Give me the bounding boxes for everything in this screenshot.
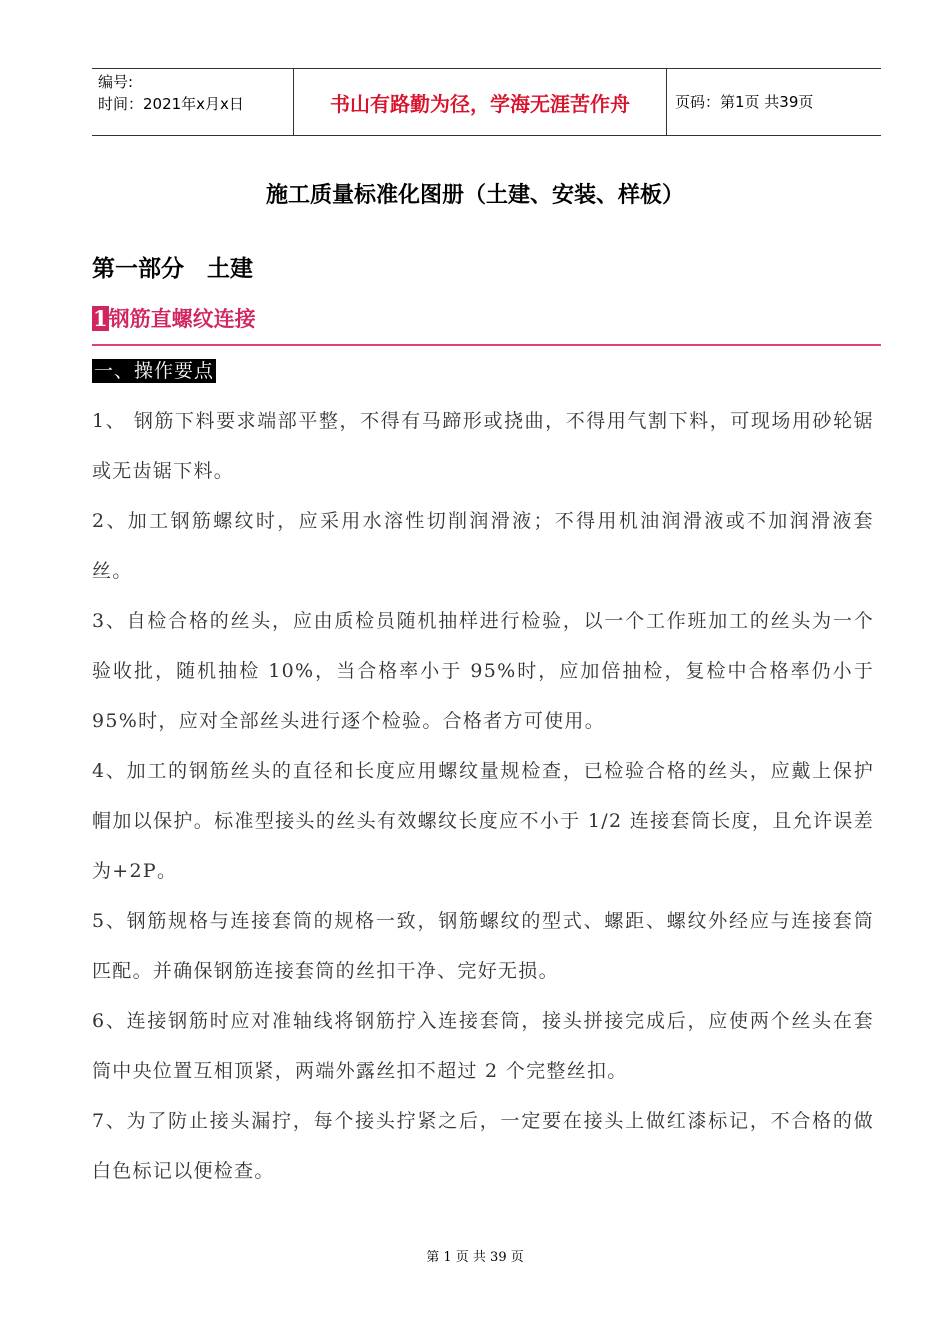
motto: 书山有路勤为径，学海无涯苦作舟	[293, 69, 667, 135]
header-meta	[98, 71, 294, 115]
section-heading	[92, 303, 881, 346]
paragraph: 4、加工的钢筋丝头的直径和长度应用螺纹量规检查，已检验合格的丝头，应戴上保护帽加以保护。标准型接头的丝头有效螺纹长度应不小于 1/2 连接套筒长度，且允许误差为+2P。	[92, 760, 874, 882]
time-label: 时间：2021年x月x日	[98, 95, 244, 113]
paragraph: 7、为了防止接头漏拧，每个接头拧紧之后，一定要在接头上做红漆标记，不合格的做白色标记以便检查。	[92, 1110, 874, 1182]
subheading: 一、操作要点	[94, 360, 215, 382]
paragraph: 1、 钢筋下料要求端部平整，不得有马蹄形或挠曲，不得用气割下料，可现场用砂轮锯或无齿锯下料。	[92, 410, 874, 482]
paragraph: 5、钢筋规格与连接套筒的规格一致，钢筋螺纹的型式、螺距、螺纹外经应与连接套筒匹配。并确保钢筋连接套筒的丝扣干净、完好无损。	[92, 910, 874, 982]
page-label: 页码：第1页 共39页	[675, 93, 814, 111]
paragraph: 2、加工钢筋螺纹时，应采用水溶性切削润滑液；不得用机油润滑液或不加润滑液套丝。	[92, 510, 874, 582]
paragraph: 3、自检合格的丝头，应由质检员随机抽样进行检验，以一个工作班加工的丝头为一个验收批，随机抽检 10%，当合格率小于 95%时，应加倍抽检，复检中合格率仍小于 95%时，应对全部丝头进行逐个检验。合格者方可使用。	[92, 610, 874, 732]
paragraph: 6、连接钢筋时应对准轴线将钢筋拧入连接套筒，接头拼接完成后，应使两个丝头在套筒中央位置互相顶紧，两端外露丝扣不超过 2 个完整丝扣。	[92, 1010, 874, 1082]
page-header	[92, 68, 881, 136]
number-label: 编号:	[98, 73, 134, 91]
part-heading: 第一部分 土建	[92, 255, 253, 282]
page-footer: 第 1 页 共 39 页	[426, 1250, 524, 1265]
document-title: 施工质量标准化图册（土建、安装、样板）	[265, 182, 684, 208]
body-text	[92, 396, 874, 1196]
section-number: 1	[93, 306, 108, 331]
section-title: 钢筋直螺纹连接	[108, 306, 256, 331]
